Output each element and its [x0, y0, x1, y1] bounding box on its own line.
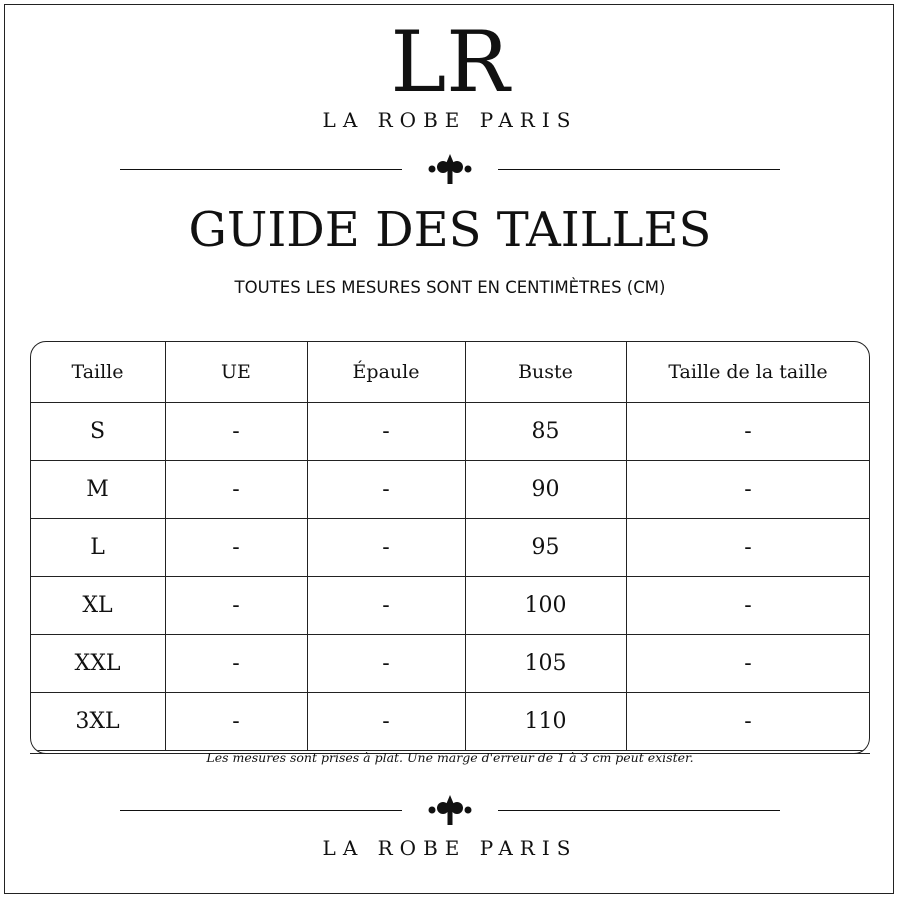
cell-size: XL [30, 576, 165, 634]
ornament-divider-top [120, 154, 780, 184]
cell-size: S [30, 402, 165, 460]
divider-line-left [120, 810, 402, 811]
cell-shoulder: - [307, 460, 465, 518]
column-header-waist: Taille de la taille [626, 341, 870, 402]
cell-shoulder: - [307, 634, 465, 692]
cell-shoulder: - [307, 518, 465, 576]
column-header-eu: UE [165, 341, 307, 402]
size-table-container [30, 341, 870, 754]
cell-eu: - [165, 460, 307, 518]
cell-bust: 95 [465, 518, 626, 576]
cell-waist: - [626, 634, 870, 692]
cell-waist: - [626, 692, 870, 750]
cell-eu: - [165, 692, 307, 750]
cell-size: XXL [30, 634, 165, 692]
fleur-de-lis-icon [426, 154, 474, 184]
cell-bust: 85 [465, 402, 626, 460]
column-header-shoulder: Épaule [307, 341, 465, 402]
page-subtitle: TOUTES LES MESURES SONT EN CENTIMÈTRES (CM) [234, 278, 666, 297]
table-row [30, 518, 870, 576]
cell-size: 3XL [30, 692, 165, 750]
column-header-size: Taille [30, 341, 165, 402]
cell-waist: - [626, 460, 870, 518]
table-row [30, 402, 870, 460]
table-row [30, 460, 870, 518]
cell-waist: - [626, 518, 870, 576]
fleur-de-lis-icon [426, 795, 474, 825]
table-header-row [30, 341, 870, 402]
ornament-divider-bottom [120, 795, 780, 825]
cell-eu: - [165, 576, 307, 634]
size-table [30, 341, 870, 751]
cell-size: M [30, 460, 165, 518]
table-row [30, 692, 870, 750]
cell-shoulder: - [307, 692, 465, 750]
divider-line-right [498, 169, 780, 170]
cell-size: L [30, 518, 165, 576]
cell-bust: 100 [465, 576, 626, 634]
cell-eu: - [165, 402, 307, 460]
cell-shoulder: - [307, 402, 465, 460]
cell-bust: 105 [465, 634, 626, 692]
cell-bust: 110 [465, 692, 626, 750]
divider-line-right [498, 810, 780, 811]
cell-bust: 90 [465, 460, 626, 518]
cell-eu: - [165, 518, 307, 576]
brand-name: LA ROBE PARIS [322, 108, 578, 132]
measurement-note: Les mesures sont prises à plat. Une marge d'erreur de 1 à 3 cm peut exister. [206, 750, 694, 765]
cell-waist: - [626, 576, 870, 634]
table-row [30, 576, 870, 634]
cell-waist: - [626, 402, 870, 460]
column-header-bust: Buste [465, 341, 626, 402]
footer-brand-name: LA ROBE PARIS [322, 836, 578, 860]
table-row [30, 634, 870, 692]
brand-logo: LR [390, 13, 510, 111]
page-title: GUIDE DES TAILLES [188, 202, 712, 258]
cell-eu: - [165, 634, 307, 692]
cell-shoulder: - [307, 576, 465, 634]
divider-line-left [120, 169, 402, 170]
